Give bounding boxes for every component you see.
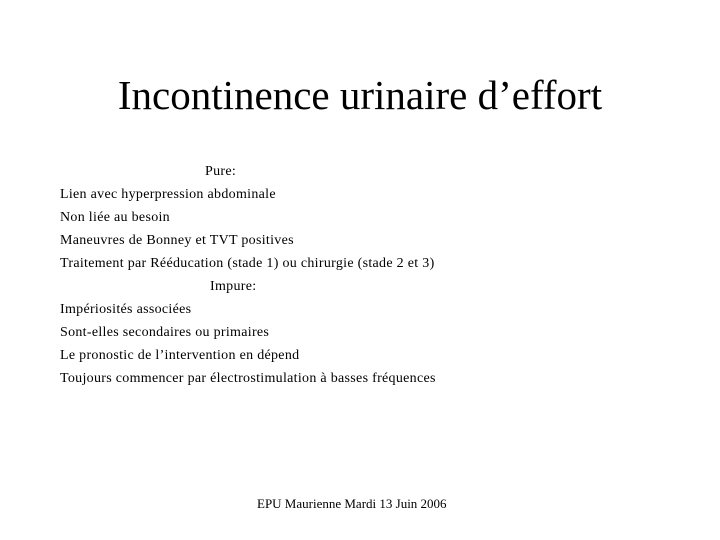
slide-title: Incontinence urinaire d’effort bbox=[117, 72, 603, 118]
pure-item: Maneuvres de Bonney et TVT positives bbox=[60, 233, 294, 248]
impure-heading: Impure: bbox=[210, 279, 257, 294]
footer-text: EPU Maurienne Mardi 13 Juin 2006 bbox=[257, 496, 447, 511]
pure-heading: Pure: bbox=[205, 164, 237, 179]
impure-item: Impériosités associées bbox=[60, 302, 192, 317]
pure-item: Non liée au besoin bbox=[60, 210, 170, 225]
pure-item: Lien avec hyperpression abdominale bbox=[60, 187, 276, 202]
impure-item: Sont-elles secondaires ou primaires bbox=[60, 325, 270, 340]
slide-body bbox=[60, 160, 620, 390]
pure-item: Traitement par Rééducation (stade 1) ou chirurgie (stade 2 et 3) bbox=[60, 256, 435, 271]
impure-item: Toujours commencer par électrostimulation à basses fréquences bbox=[60, 371, 436, 386]
impure-item: Le pronostic de l’intervention en dépend bbox=[60, 348, 300, 363]
